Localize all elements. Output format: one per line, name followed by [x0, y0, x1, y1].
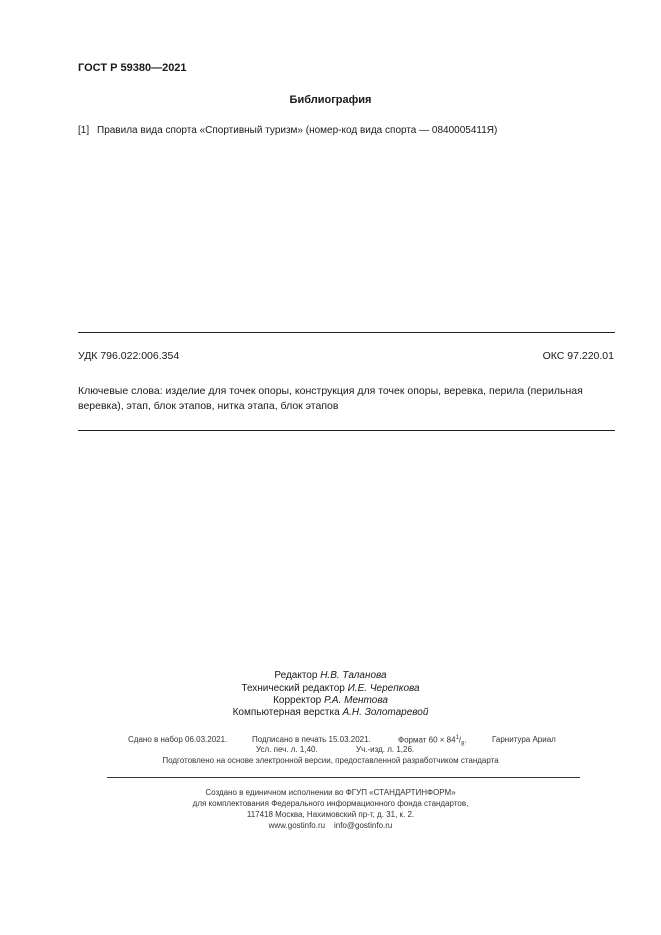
prepared-note: Подготовлено на основе электронной версии, предоставленной разработчиком стандарта	[162, 756, 499, 765]
bibliography-entry	[78, 125, 497, 136]
typeface: Гарнитура Ариал	[492, 735, 556, 744]
entry-text: Правила вида спорта «Спортивный туризм» (номер-код вида спорта — 0840005411Я)	[97, 125, 498, 136]
credit-role: Компьютерная верстка	[232, 707, 340, 718]
print-format: Формат $60 \times 84^1/_8$.	[398, 735, 467, 748]
credit-name: А.Н. Золотаревой	[342, 707, 429, 718]
submitted-date: Сдано в набор 06.03.2021.	[128, 735, 228, 744]
credit-layout	[0, 707, 661, 718]
publisher-website[interactable]: www.gostinfo.ru	[268, 821, 326, 830]
standard-number: ГОСТ Р 59380—2021	[78, 62, 187, 74]
format-text: Формат 60 × 84	[398, 735, 456, 745]
divider-bottom	[78, 430, 615, 431]
udk-code: УДК 796.022:006.354	[78, 350, 180, 362]
credit-role: Технический редактор	[241, 683, 345, 694]
keywords: Ключевые слова: изделие для точек опоры, конструкция для точек опоры, веревка, перила (перильная веревка), этап, блок этапов, нитка этапа, блок этапов	[78, 385, 583, 412]
credit-role: Корректор	[273, 695, 322, 706]
publisher-contacts	[0, 821, 661, 830]
credit-corrector	[0, 695, 661, 706]
credit-name: И.Е. Черепкова	[347, 683, 420, 694]
publisher-line-2: для комплектования Федерального информационного фонда стандартов,	[192, 799, 469, 808]
format-sub: 8	[461, 741, 465, 748]
print-sheets: Усл. печ. л. 1,40.	[256, 745, 318, 754]
oks-code: ОКС 97.220.01	[542, 350, 614, 362]
entry-number: [1]	[78, 125, 90, 136]
divider-top	[78, 332, 615, 333]
format-suffix: .	[464, 735, 467, 745]
format-sup: 1	[455, 735, 459, 741]
bibliography-title: Библиография	[289, 94, 372, 106]
credit-name: Р.А. Ментова	[324, 695, 388, 706]
publisher-address: 117418 Москва, Нахимовский пр-т, д. 31, к. 2.	[246, 810, 415, 819]
publisher-line-1: Создано в единичном исполнении во ФГУП «СТАНДАРТИНФОРМ»	[205, 788, 456, 797]
divider-publisher	[107, 777, 580, 778]
publisher-email[interactable]: info@gostinfo.ru	[333, 821, 393, 830]
publishing-sheets: Уч.-изд. л. 1,26.	[356, 745, 415, 754]
credit-tech-editor	[0, 683, 661, 694]
credit-role: Редактор	[274, 670, 318, 681]
credit-editor	[0, 670, 661, 681]
signed-date: Подписано в печать 15.03.2021.	[252, 735, 371, 744]
credit-name: Н.В. Таланова	[320, 670, 387, 681]
